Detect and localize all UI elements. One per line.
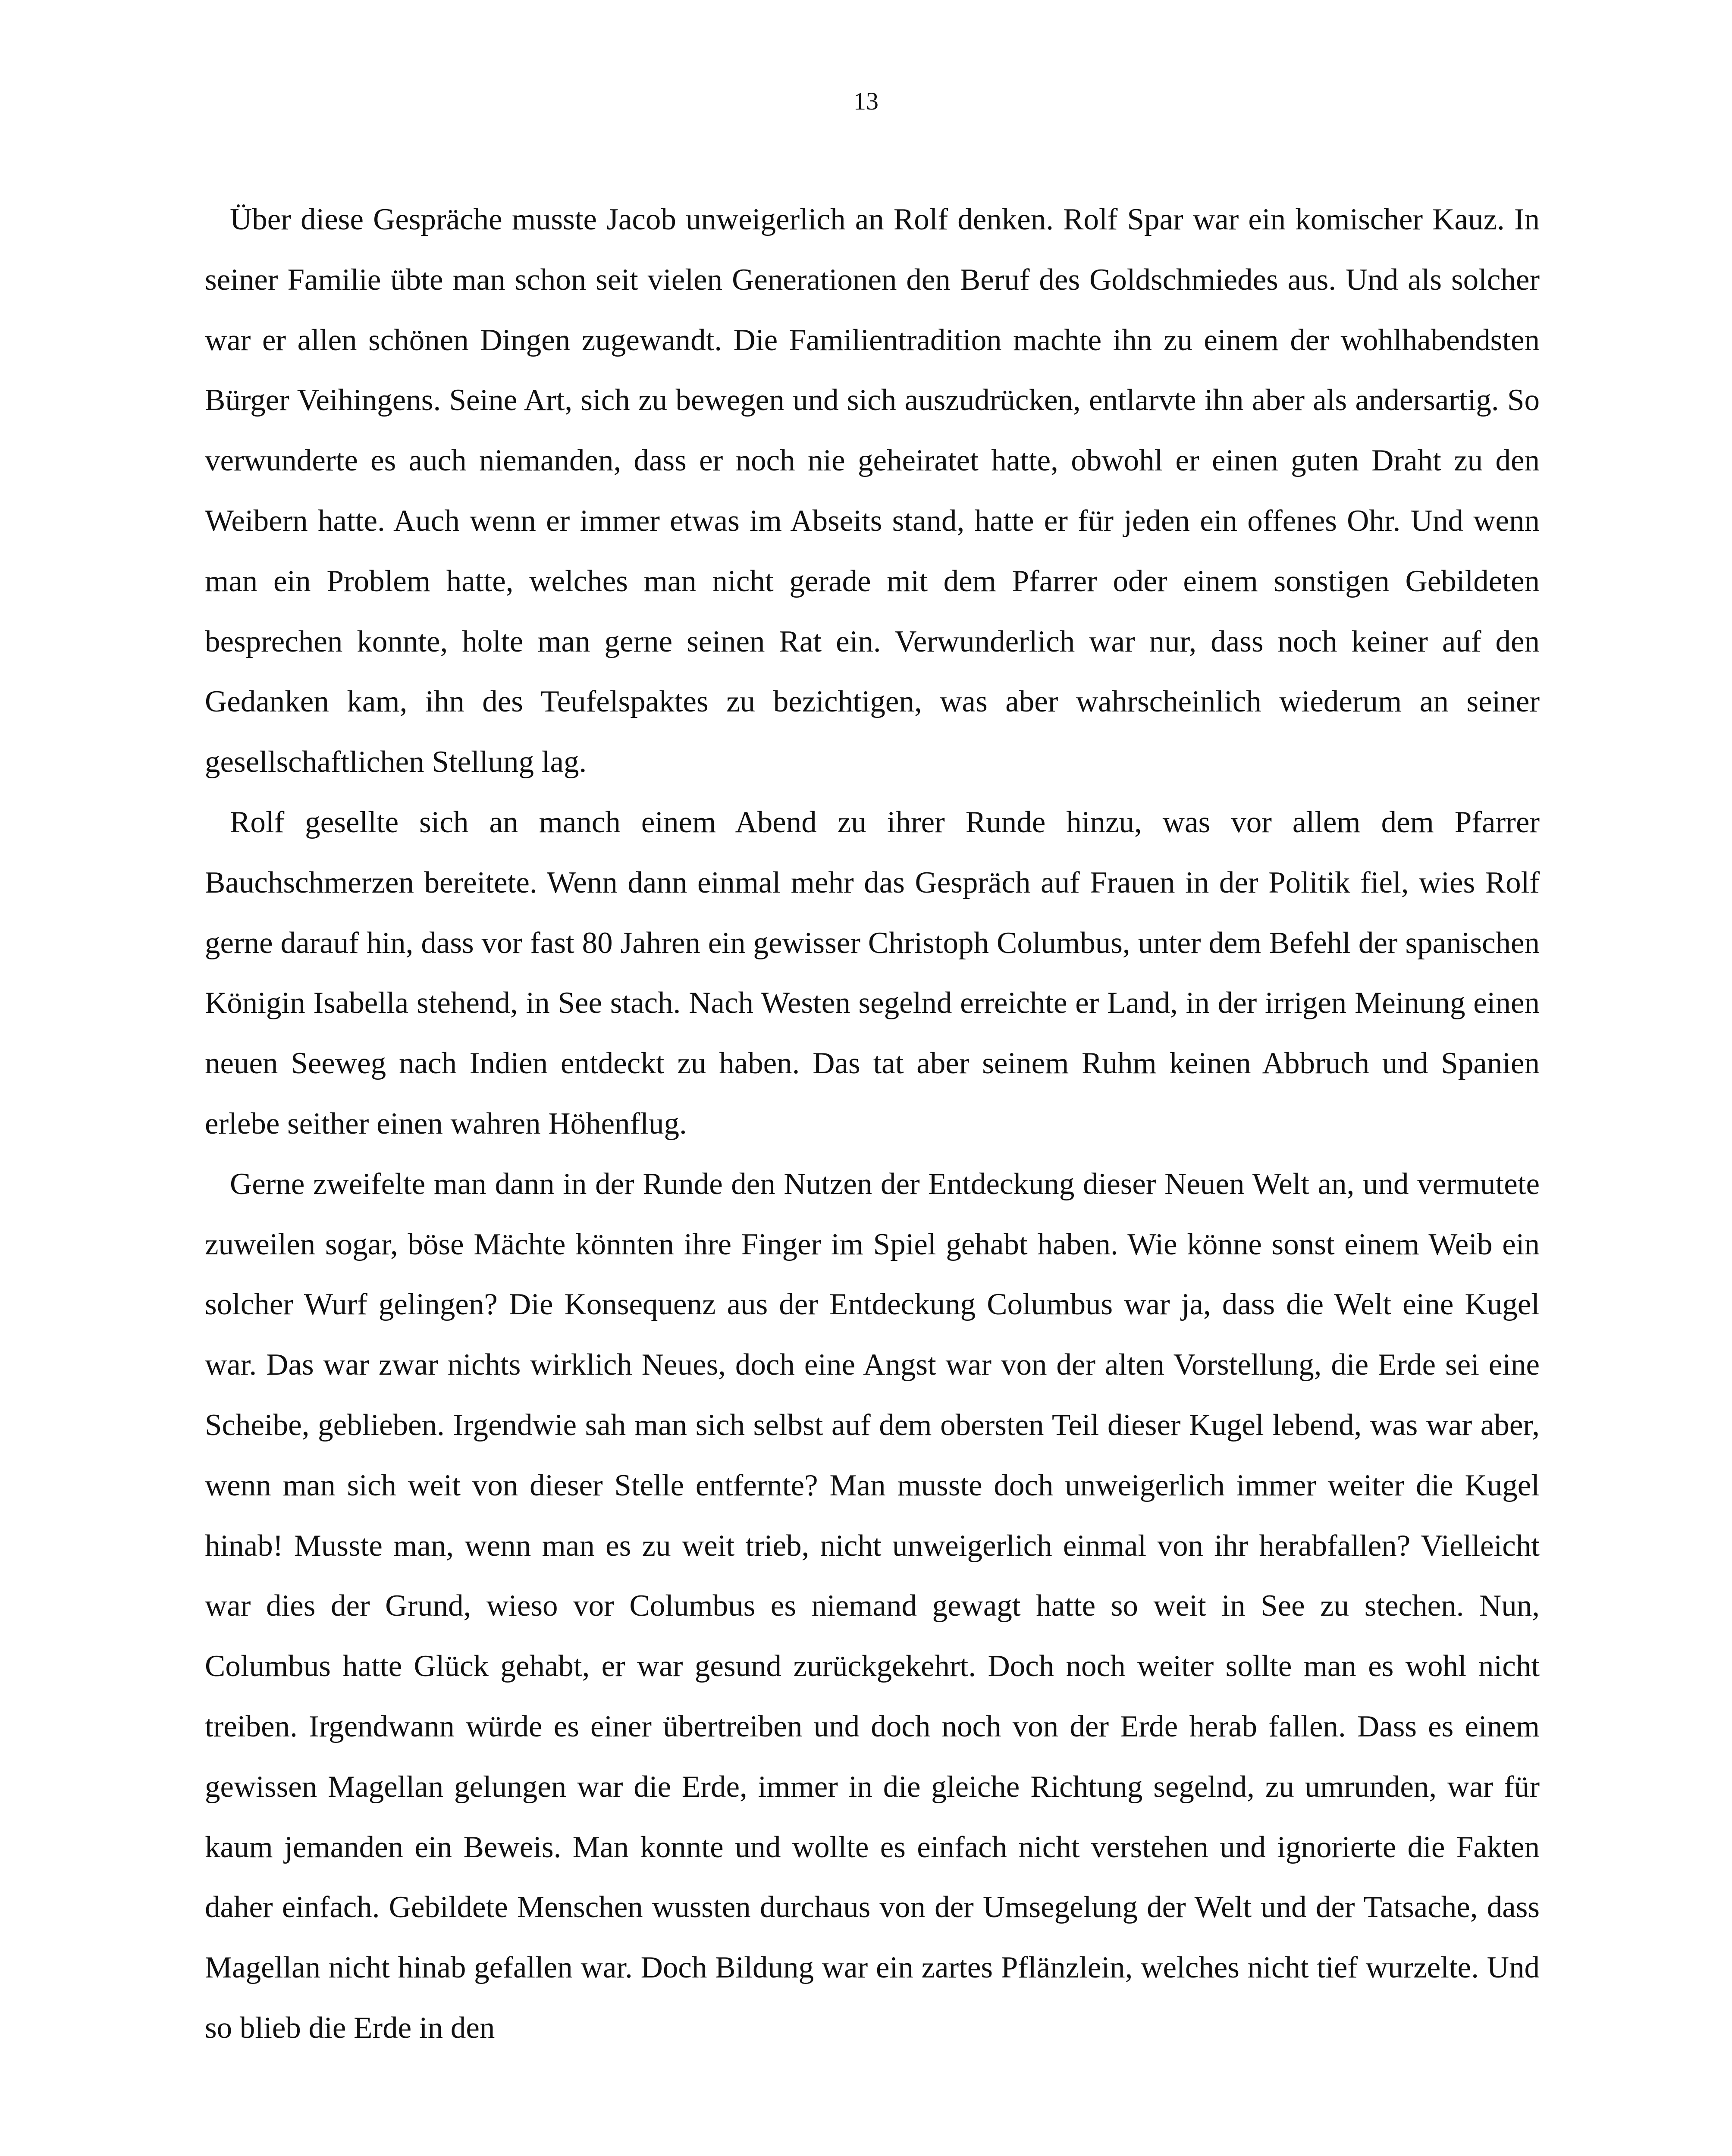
paragraph-3: Gerne zweifelte man dann in der Runde den Nutzen der Entdeckung dieser Neuen Welt an, und vermutete zuweilen sogar, böse Mächte könnten ihre Finger im Spiel gehabt haben. Wie könne sonst einem Weib ein solcher Wurf gelingen? Die Konsequenz aus der Entdeckung Columbus war ja, dass die Welt eine Kugel war. Das war zwar nichts wirklich Neues, doch eine Angst war von der alten Vorstellung, die Erde sei eine Scheibe, geblieben. Irgendwie sah man sich selbst auf dem obersten Teil dieser Kugel lebend, was war aber, wenn man sich weit von dieser Stelle entfernte? Man musste doch unweigerlich immer weiter die Kugel hinab! Musste man, wenn man es zu weit trieb, nicht unweigerlich einmal von ihr herabfallen? Vielleicht war dies der Grund, wieso vor Columbus es niemand gewagt hatte so weit in See zu stechen. Nun, Columbus hatte Glück gehabt, er war gesund zurückgekehrt. Doch noch weiter sollte man es wohl nicht treiben. Irgendwann würde es einer übertreiben und doch noch von der Erde herab fallen. Dass es einem gewissen Magellan gelungen war die Erde, immer in die gleiche Richtung segelnd, zu umrunden, war für kaum jemanden ein Beweis. Man konnte und wollte es einfach nicht verstehen und ignorierte die Fakten daher einfach. Gebildete Menschen wussten durchaus von der Umsegelung der Welt und der Tatsache, dass Magellan nicht hinab gefallen war. Doch Bildung war ein zartes Pflänzlein, welches nicht tief wurzelte. Und so blieb die Erde in den [205,1167,1540,2045]
body-text [205,190,1540,2059]
paragraph-2: Rolf gesellte sich an manch einem Abend zu ihrer Runde hinzu, was vor allem dem Pfarrer Bauchschmerzen bereitete. Wenn dann einmal mehr das Gespräch auf Frauen in der Politik fiel, wies Rolf gerne darauf hin, dass vor fast 80 Jahren ein gewisser Christoph Columbus, unter dem Befehl der spanischen Königin Isabella stehend, in See stach. Nach Westen segelnd erreichte er Land, in der irrigen Meinung einen neuen Seeweg nach Indien entdeckt zu haben. Das tat aber seinem Ruhm keinen Abbruch und Spanien erlebe seither einen wahren Höhenflug. [205,805,1540,1141]
page-number: 13 [853,87,879,115]
paragraph-1: Über diese Gespräche musste Jacob unweigerlich an Rolf denken. Rolf Spar war ein komischer Kauz. In seiner Familie übte man schon seit vielen Generationen den Beruf des Goldschmiedes aus. Und als solcher war er allen schönen Dingen zugewandt. Die Familientradition machte ihn zu einem der wohlhabendsten Bürger Veihingens. Seine Art, sich zu bewegen und sich auszudrücken, entlarvte ihn aber als andersartig. So verwunderte es auch niemanden, dass er noch nie geheiratet hatte, obwohl er einen guten Draht zu den Weibern hatte. Auch wenn er immer etwas im Abseits stand, hatte er für jeden ein offenes Ohr. Und wenn man ein Problem hatte, welches man nicht gerade mit dem Pfarrer oder einem sonstigen Gebildeten besprechen konnte, holte man gerne seinen Rat ein. Verwunderlich war nur, dass noch keiner auf den Gedanken kam, ihn des Teufelspaktes zu bezichtigen, was aber wahrscheinlich wiederum an seiner gesellschaftlichen Stellung lag. [205,203,1540,779]
